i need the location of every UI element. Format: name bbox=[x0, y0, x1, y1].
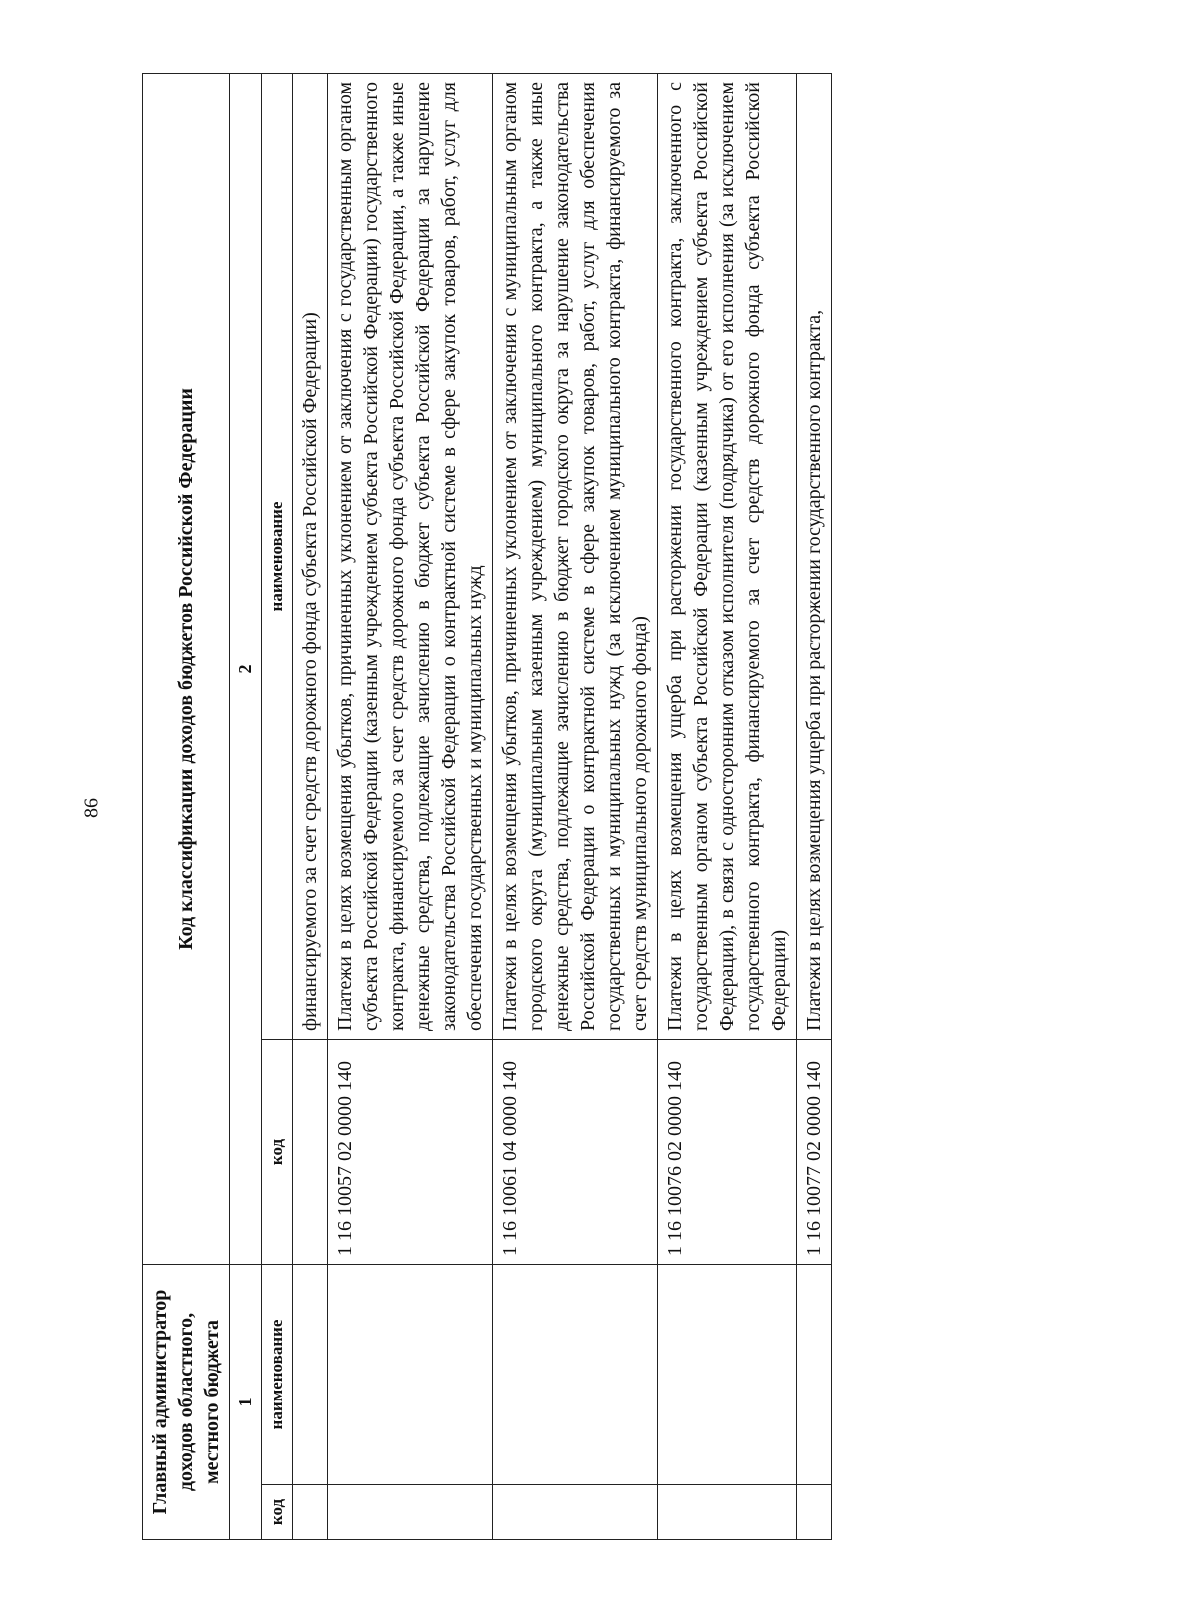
admin-code-cell bbox=[493, 1485, 658, 1540]
header-admin-name: наименование bbox=[262, 1265, 293, 1485]
admin-code-cell bbox=[293, 1485, 328, 1540]
admin-code-cell bbox=[328, 1485, 493, 1540]
header-admin-code: код bbox=[262, 1485, 293, 1540]
income-name-cell: Платежи в целях возмещения ущерба при расторжении государственного контракта, bbox=[797, 73, 832, 1039]
admin-code-cell bbox=[797, 1485, 832, 1540]
admin-name-cell bbox=[658, 1265, 797, 1485]
table-row bbox=[493, 73, 658, 1539]
admin-name-cell bbox=[797, 1265, 832, 1485]
income-name-cell: Платежи в целях возмещения убытков, причиненных уклонением от заключения с государственным органом субъекта Российской Федерации (казенным учреждением субъекта Российской Федерации) государственного контракта, финансируемого за счет средств дорожного фонда субъекта Российской Федерации, а также иные денежные средства, подлежащие зачислению в бюджет субъекта Российской Федерации за нарушение законодательства Российской Федерации о контрактной системе в сфере закупок товаров, работ, услуг для обеспечения государственных и муниципальных нужд bbox=[328, 73, 493, 1039]
table-row bbox=[797, 73, 832, 1539]
table-row bbox=[293, 73, 328, 1539]
header-column-number-2: 2 bbox=[230, 73, 262, 1264]
income-code-cell: 1 16 10061 04 0000 140 bbox=[493, 1040, 658, 1265]
income-code-cell bbox=[293, 1040, 328, 1265]
admin-name-cell bbox=[328, 1265, 493, 1485]
admin-name-cell bbox=[293, 1265, 328, 1485]
income-name-cell: финансируемого за счет средств дорожного фонда субъекта Российской Федерации) bbox=[293, 73, 328, 1039]
header-classification-group: Код классификации доходов бюджетов Российской Федерации bbox=[143, 73, 230, 1264]
table-row bbox=[658, 73, 797, 1539]
header-column-number-1: 1 bbox=[230, 1265, 262, 1540]
header-class-code: код bbox=[262, 1040, 293, 1265]
income-name-cell: Платежи в целях возмещения ущерба при расторжении государственного контракта, заключенного с государственным органом субъекта Российской Федерации (казенным учреждением субъекта Российской Федерации), в связи с односторонним отказом исполнителя (подрядчика) от его исполнения (за исключением государственного контракта, финансируемого за счет средств дорожного фонда субъекта Российской Федерации) bbox=[658, 73, 797, 1039]
income-code-cell: 1 16 10077 02 0000 140 bbox=[797, 1040, 832, 1265]
income-code-cell: 1 16 10057 02 0000 140 bbox=[328, 1040, 493, 1265]
header-admin-group: Главный администратор доходов областного, местного бюджета bbox=[143, 1265, 230, 1540]
header-class-name: наименование bbox=[262, 73, 293, 1039]
budget-classification-table bbox=[142, 73, 832, 1540]
income-code-cell: 1 16 10076 02 0000 140 bbox=[658, 1040, 797, 1265]
admin-name-cell bbox=[493, 1265, 658, 1485]
income-name-cell: Платежи в целях возмещения убытков, причиненных уклонением от заключения с муниципальным органом городского округа (муниципальным казенным учреждением) муниципального контракта, а также иные денежные средства, подлежащие зачислению в бюджет городского округа за нарушение законодательства Российской Федерации о контрактной системе в сфере закупок товаров, работ, услуг для обеспечения государственных и муниципальных нужд (за исключением муниципального контракта, финансируемого за счет средств муниципального дорожного фонда) bbox=[493, 73, 658, 1039]
admin-code-cell bbox=[658, 1485, 797, 1540]
page-number: 86 bbox=[80, 798, 103, 818]
rotated-table-container bbox=[142, 74, 1042, 1540]
table-row bbox=[328, 73, 493, 1539]
